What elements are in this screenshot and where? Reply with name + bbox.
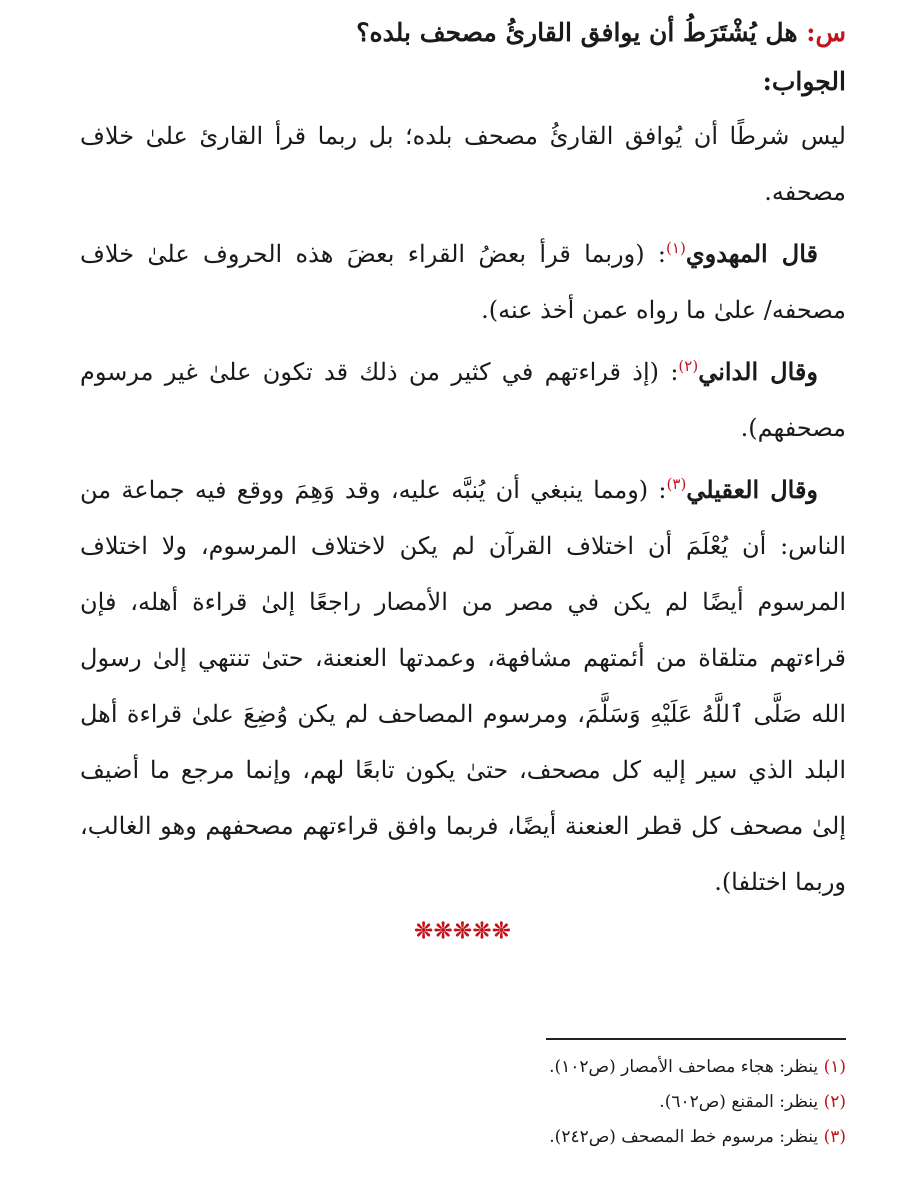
speaker-name: قال المهدوي	[685, 239, 819, 268]
quote-text: : (وربما قرأ بعضُ القراء بعضَ هذه الحروف علىٰ خلاف مصحفه/ علىٰ ما رواه عمن أخذ عنه).	[80, 240, 846, 324]
answer-heading: الجواب:	[762, 67, 846, 96]
footnote-item	[86, 1050, 846, 1085]
footnotes	[86, 1050, 846, 1155]
question-label: س:	[806, 18, 846, 47]
page-body	[80, 12, 846, 944]
section-separator: ❊❊❊❊❊	[414, 918, 512, 944]
footnote-number: (١)	[823, 1057, 846, 1077]
quote-text: : (ومما ينبغي أن يُنبَّه عليه، وقد وَهِمَ ووقع فيه جماعة من الناس: أن يُعْلَمَ أن اختلاف القرآن لم يكن لاختلاف المرسوم، ولا اختلاف المرسوم أيضًا لم يكن في مصر من الأمصار راجعًا إلىٰ قراءة أهله، فإن قراءتهم متلقاة من أئمتهم مشافهة، وعمدتها العنعنة، حتىٰ تنتهي إلىٰ رسول الله صَلَّى ٱللَّهُ عَلَيْهِ وَسَلَّمَ، ومرسوم المصاحف لم يكن وُضِعَ علىٰ قراءة أهل البلد الذي سير إليه كل مصحف، حتىٰ يكون تابعًا لهم، وإنما مرجع ما أضيف إلىٰ مصحف كل قطر العنعنة أيضًا، فربما وافق قراءتهم مصحفهم وهو الغالب، وربما اختلفا).	[80, 476, 846, 896]
question-line	[80, 12, 846, 54]
footnote-text: ينظر: المقنع (ص٦٠٢).	[659, 1092, 819, 1112]
quote-paragraph-mahdawi	[80, 226, 846, 338]
speaker-name: وقال الداني	[698, 357, 818, 386]
footnote-ref[interactable]: (٣)	[666, 475, 687, 493]
answer-paragraph: ليس شرطًا أن يُوافق القارئُ مصحف بلده؛ بل ربما قرأ القارئ علىٰ خلاف مصحفه.	[80, 122, 846, 206]
footnote-ref[interactable]: (٢)	[678, 357, 699, 375]
footnote-text: ينظر: هجاء مصاحف الأمصار (ص١٠٢).	[549, 1057, 819, 1077]
footnote-item	[86, 1085, 846, 1120]
footnote-number: (٢)	[823, 1092, 846, 1112]
footnote-number: (٣)	[823, 1127, 846, 1147]
footnote-ref[interactable]: (١)	[666, 239, 686, 257]
footnote-divider	[546, 1038, 846, 1040]
speaker-name: وقال العقيلي	[686, 475, 818, 504]
quote-text: : (إذ قراءتهم في كثير من ذلك قد تكون علىٰ غير مرسوم مصحفهم).	[80, 358, 846, 442]
footnote-text: ينظر: مرسوم خط المصحف (ص٢٤٢).	[549, 1127, 819, 1147]
quote-paragraph-aqili	[80, 462, 846, 910]
footnote-item	[86, 1120, 846, 1155]
quote-paragraph-dani	[80, 344, 846, 456]
question-text: هل يُشْتَرَطُ أن يوافق القارئُ مصحف بلده؟	[356, 18, 798, 47]
